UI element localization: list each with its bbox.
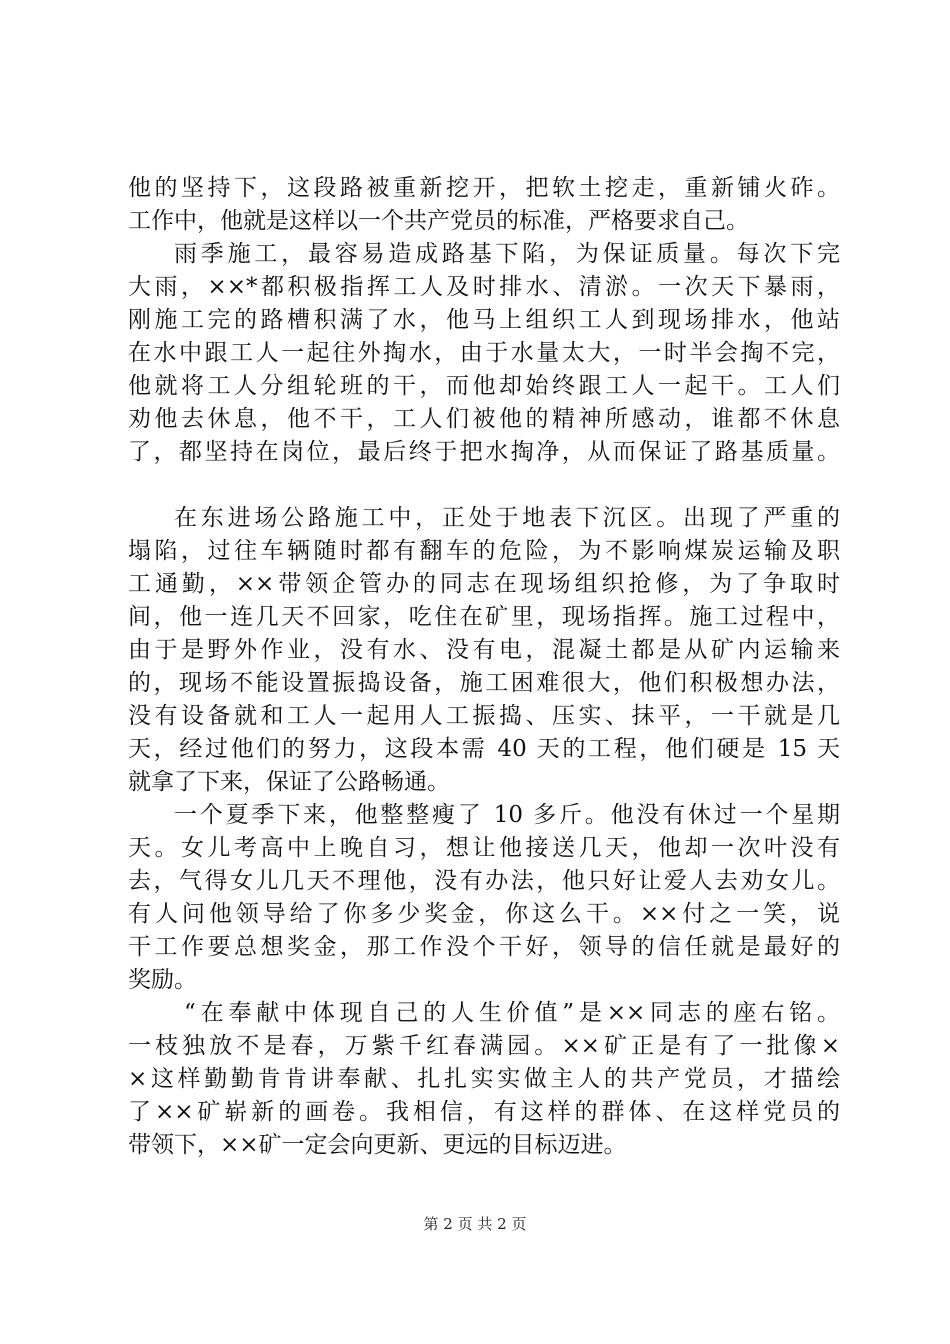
paragraph-line: 雨季施工，最容易造成路基下陷，为保证质量。每次下完 [174,241,840,267]
paragraph-line: 带领下，××矿一定会向更新、更远的目标迈进。 [128,1132,627,1158]
paragraph-line: 劝他去休息，他不干，工人们被他的精神所感动，谁都不休息 [128,406,840,432]
paragraph-line: 去，气得女儿几天不理他，没有办法，他只好让爱人去劝女儿。 [128,868,840,894]
paragraph-line: 天。女儿考高中上晚自习，想让他接送几天，他却一次叶没有 [128,835,840,861]
page-footer [0,1213,950,1234]
paragraph-line: 塌陷，过往车辆随时都有翻车的危险，为不影响煤炭运输及职 [128,538,840,564]
paragraph-line: 的，现场不能设置振捣设备，施工困难很大，他们积极想办法， [128,670,840,696]
paragraph-line: 在水中跟工人一起往外掏水，由于水量太大，一时半会掏不完， [128,340,840,366]
paragraph-line: 就拿了下来，保证了公路畅通。 [128,769,450,795]
paragraph-line: 大雨，××*都积极指挥工人及时排水、清淤。一次天下暴雨， [128,274,840,300]
paragraph-spacer [128,469,840,502]
paragraph-line: 有人问他领导给了你多少奖金，你这么干。××付之一笑，说 [128,901,840,927]
paragraph-line: 干工作要总想奖金，那工作没个干好，领导的信任就是最好的 [128,934,840,960]
paragraph-line: 了××矿崭新的画卷。我相信，有这样的群体、在这样党员的 [128,1099,840,1125]
paragraph-line: 间，他一连几天不回家，吃住在矿里，现场指挥。施工过程中， [128,604,840,630]
paragraph-line: 他的坚持下，这段路被重新挖开，把软土挖走，重新铺火砟。 [128,175,840,201]
paragraph-line: 在东进场公路施工中，正处于地表下沉区。出现了严重的 [174,505,840,531]
paragraph-line: 由于是野外作业，没有水、没有电，混凝土都是从矿内运输来 [128,637,840,663]
paragraph-line: 一个夏季下来，他整整瘦了 10 多斤。他没有休过一个星期 [174,802,840,828]
paragraph-line: 工作中，他就是这样以一个共产党员的标准，严格要求自己。 [128,208,749,234]
page-number-label: 第 2 页 共 2 页 [423,1215,527,1233]
paragraph-line: 他就将工人分组轮班的干，而他却始终跟工人一起干。工人们 [128,373,840,399]
paragraph-line: 工通勤，××带领企管办的同志在现场组织抢修，为了争取时 [128,571,840,597]
paragraph-line: 天，经过他们的努力，这段本需 40 天的工程，他们硬是 15 天 [128,736,840,762]
paragraph-line: 奖励。 [128,967,197,993]
paragraph-line: 一枝独放不是春，万紫千红春满园。××矿正是有了一批像× [128,1033,840,1059]
paragraph-line: 没有设备就和工人一起用人工振捣、压实、抹平，一干就是几 [128,703,840,729]
paragraph-line: 了，都坚持在岗位，最后终于把水掏净，从而保证了路基质量。 [128,439,840,465]
paragraph-line: 刚施工完的路槽积满了水，他马上组织工人到现场排水，他站 [128,307,840,333]
document-body [128,172,840,1162]
paragraph-line: “在奉献中体现自己的人生价值”是××同志的座右铭。 [184,1000,840,1026]
paragraph-line: ×这样勤勤肯肯讲奉献、扎扎实实做主人的共产党员，才描绘 [128,1066,840,1092]
